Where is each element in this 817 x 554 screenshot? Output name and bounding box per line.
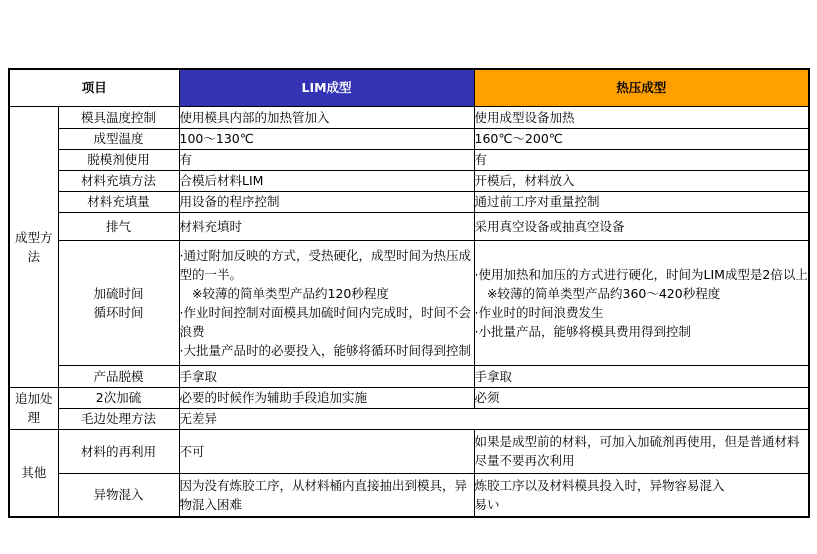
group-other: 其他 bbox=[9, 429, 58, 517]
cure-time-label-line1: 加硫时间 bbox=[93, 285, 144, 301]
header-hotpress-molding: 热压成型 bbox=[474, 69, 809, 106]
cell-lim-venting: 材料充填时 bbox=[179, 212, 474, 240]
item-product-demolding: 产品脱模 bbox=[58, 365, 179, 387]
cell-lim-product-demolding: 手拿取 bbox=[179, 365, 474, 387]
cell-hot-filling-amount: 通过前工序对重量控制 bbox=[474, 191, 809, 212]
cell-lim-secondary-cure: 必要的时候作为辅助手段追加实施 bbox=[179, 387, 474, 408]
item-filling-amount: 材料充填量 bbox=[58, 191, 179, 212]
hot-foreign-matter-line: 易い bbox=[474, 496, 500, 512]
hot-cure-line: ·作业时的时间浪费发生 bbox=[474, 304, 604, 320]
table-row bbox=[9, 191, 809, 212]
header-item: 项目 bbox=[9, 69, 179, 106]
table-row bbox=[9, 106, 809, 128]
cell-merged-burr-processing: 无差异 bbox=[179, 408, 809, 429]
item-burr-processing: 毛边处理方法 bbox=[58, 408, 179, 429]
table-row bbox=[9, 429, 809, 473]
cell-lim-cure-time bbox=[179, 240, 474, 365]
table-row bbox=[9, 365, 809, 387]
table-row bbox=[9, 149, 809, 170]
cell-lim-molding-temperature: 100～130℃ bbox=[179, 128, 474, 149]
item-secondary-cure: 2次加硫 bbox=[58, 387, 179, 408]
item-mold-temp-control: 模具温度控制 bbox=[58, 106, 179, 128]
lim-cure-line: ·通过附加反映的方式，受热硬化，成型时间为热压成型的一半。 bbox=[179, 247, 471, 282]
item-venting: 排气 bbox=[58, 212, 179, 240]
cure-time-label-line2: 循环时间 bbox=[93, 304, 144, 320]
cell-lim-mold-temp-control: 使用模具内部的加热管加入 bbox=[179, 106, 474, 128]
cell-hot-release-agent: 有 bbox=[474, 149, 809, 170]
table-row bbox=[9, 240, 809, 365]
cell-hot-venting: 采用真空设备或抽真空设备 bbox=[474, 212, 809, 240]
cell-lim-foreign-matter: 因为没有炼胶工序，从材料桶内直接抽出到模具，异物混入困难 bbox=[179, 473, 474, 517]
cell-hot-secondary-cure: 必须 bbox=[474, 387, 809, 408]
lim-cure-line: ·大批量产品时的必要投入，能够将循环时间得到控制 bbox=[179, 342, 471, 358]
table-row bbox=[9, 212, 809, 240]
table-row bbox=[9, 473, 809, 517]
item-release-agent: 脱模剂使用 bbox=[58, 149, 179, 170]
hot-cure-line: ※较薄的简单类型产品约360～420秒程度 bbox=[474, 285, 721, 301]
cell-hot-filling-method: 开模后，材料放入 bbox=[474, 170, 809, 191]
item-material-reuse: 材料的再利用 bbox=[58, 429, 179, 473]
group-molding-method: 成型方法 bbox=[9, 106, 58, 387]
cell-hot-cure-time bbox=[474, 240, 809, 365]
cell-hot-foreign-matter bbox=[474, 473, 809, 517]
table-row bbox=[9, 128, 809, 149]
item-foreign-matter: 异物混入 bbox=[58, 473, 179, 517]
lim-cure-line: ※较薄的简单类型产品约120秒程度 bbox=[179, 285, 389, 301]
item-molding-temperature: 成型温度 bbox=[58, 128, 179, 149]
header-lim-molding: LIM成型 bbox=[179, 69, 474, 106]
table-row bbox=[9, 170, 809, 191]
cell-hot-material-reuse: 如果是成型前的材料，可加入加硫剂再使用，但是普通材料尽量不要再次利用 bbox=[474, 429, 809, 473]
cell-lim-filling-method: 合模后材料LIM bbox=[179, 170, 474, 191]
hot-cure-line: ·小批量产品，能够将模具费用得到控制 bbox=[474, 323, 691, 339]
lim-vs-hotpress-comparison-table bbox=[8, 68, 810, 518]
cell-lim-release-agent: 有 bbox=[179, 149, 474, 170]
comparison-table-container bbox=[8, 68, 810, 518]
cell-lim-material-reuse: 不可 bbox=[179, 429, 474, 473]
hot-cure-line: ·使用加热和加压的方式进行硬化，时间为LIM成型是2倍以上 bbox=[474, 266, 808, 282]
hot-foreign-matter-line: 炼胶工序以及材料模具投入时，异物容易混入 bbox=[474, 477, 725, 493]
table-row bbox=[9, 387, 809, 408]
cell-hot-mold-temp-control: 使用成型设备加热 bbox=[474, 106, 809, 128]
group-additional-processing: 追加处理 bbox=[9, 387, 58, 429]
cell-lim-filling-amount: 用设备的程序控制 bbox=[179, 191, 474, 212]
cell-hot-product-demolding: 手拿取 bbox=[474, 365, 809, 387]
header-row bbox=[9, 69, 809, 106]
cell-hot-molding-temperature: 160℃～200℃ bbox=[474, 128, 809, 149]
item-filling-method: 材料充填方法 bbox=[58, 170, 179, 191]
lim-cure-line: ·作业时间控制对面模具加硫时间内完成时，时间不会浪费 bbox=[179, 304, 471, 339]
table-row bbox=[9, 408, 809, 429]
item-cure-cycle-time bbox=[58, 240, 179, 365]
